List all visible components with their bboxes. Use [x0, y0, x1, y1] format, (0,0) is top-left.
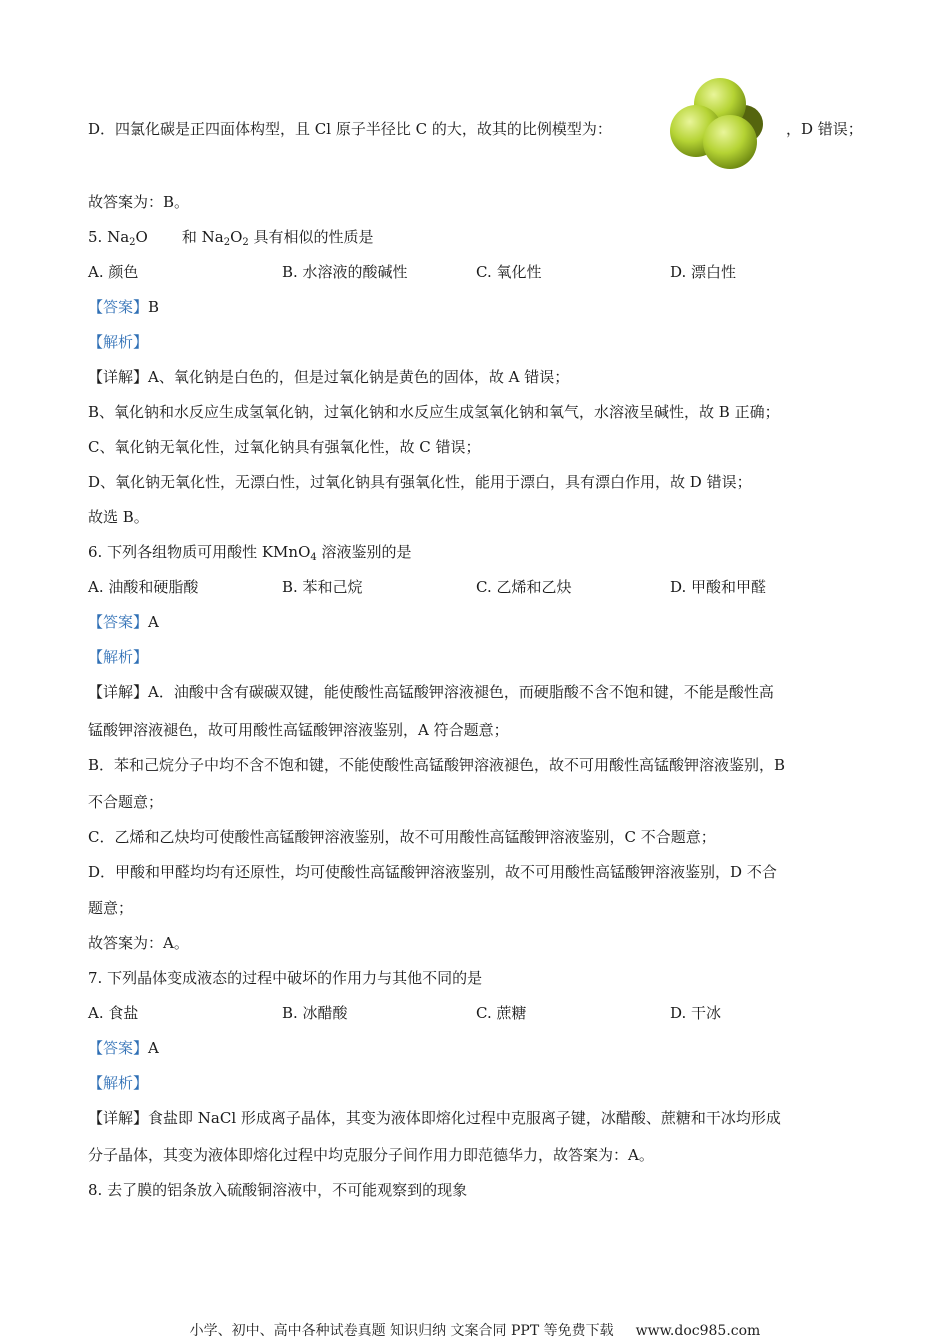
q6-detail-line: 【详解】A．油酸中含有碳碳双键，能使酸性高锰酸钾溶液褪色，而硬脂酸不含不饱和键，不能是酸性高 [88, 683, 774, 701]
answer-label: 【答案】 [88, 613, 149, 631]
q6-detail-line: 锰酸钾溶液褪色，故可用酸性高锰酸钾溶液鉴别，A 符合题意； [88, 721, 509, 739]
q5-detail-line: 【详解】A、氧化钠是白色的，但是过氧化钠是黄色的固体，故 A 错误； [88, 368, 570, 386]
q5-detail-line: D、氧化钠无氧化性，无漂白性，过氧化钠具有强氧化性，能用于漂白，具有漂白作用，故 D 错误； [88, 473, 752, 491]
q7-answer [88, 1038, 159, 1058]
answer-value: B [148, 298, 160, 316]
answer-value: A [148, 613, 159, 631]
q6-detail-line: C．乙烯和乙炔均可使酸性高锰酸钾溶液鉴别，故不可用酸性高锰酸钾溶液鉴别，C 不合题意； [88, 828, 716, 846]
q6-analysis-label: 【解析】 [88, 648, 149, 666]
q6-option-b: B. 苯和己烷 [282, 578, 363, 596]
answer-label: 【答案】 [88, 1039, 149, 1057]
q4-option-d [88, 119, 612, 139]
footer-site-link[interactable]: www.doc985.com [635, 1323, 761, 1339]
q4-option-d-text: D．四氯化碳是正四面体构型，且 Cl 原子半径比 C 的大，故其的比例模型为： [88, 120, 612, 138]
q5-option-a: A. 颜色 [88, 263, 139, 281]
q5-answer [88, 297, 159, 317]
q7-analysis-label: 【解析】 [88, 1074, 149, 1092]
q4-option-d-tail: ，D 错误； [786, 120, 863, 138]
answer-label: 【答案】 [88, 298, 149, 316]
q8-stem: 8. 去了膜的铝条放入硫酸铜溶液中，不可能观察到的现象 [88, 1181, 468, 1199]
q6-answer [88, 612, 159, 632]
q7-detail-line: 【详解】食盐即 NaCl 形成离子晶体，其变为液体即熔化过程中克服离子键，冰醋酸、蔗糖和干冰均形成 [88, 1109, 781, 1127]
q5-detail-line: C、氧化钠无氧化性，过氧化钠具有强氧化性，故 C 错误； [88, 438, 481, 456]
q6-stem: 6. 下列各组物质可用酸性 KMnO$_4$ 溶液鉴别的是 [88, 543, 412, 563]
q6-conclusion: 故答案为：A。 [88, 934, 189, 952]
q6-option-c: C. 乙烯和乙炔 [476, 578, 572, 596]
q6-detail-line: B．苯和己烷分子中均不含不饱和键，不能使酸性高锰酸钾溶液褪色，故不可用酸性高锰酸钾溶液鉴别，B [88, 756, 786, 774]
q7-detail-line: 分子晶体，其变为液体即熔化过程中均克服分子间作用力即范德华力，故答案为：A。 [88, 1146, 654, 1164]
q5-detail-line: B、氧化钠和水反应生成氢氧化钠，过氧化钠和水反应生成氢氧化钠和氧气，水溶液呈碱性，故 B 正确； [88, 403, 780, 421]
ccl4-space-filling-model-icon [668, 76, 768, 172]
q5-analysis-label: 【解析】 [88, 333, 149, 351]
q6-detail-line: D．甲酸和甲醛均均有还原性，均可使酸性高锰酸钾溶液鉴别，故不可用酸性高锰酸钾溶液鉴别，D 不合 [88, 863, 777, 881]
q7-option-c: C. 蔗糖 [476, 1004, 527, 1022]
q5-option-d: D. 漂白性 [670, 263, 737, 281]
q7-option-b: B. 冰醋酸 [282, 1004, 348, 1022]
q7-option-a: A. 食盐 [88, 1004, 139, 1022]
q5-conclusion: 故选 B。 [88, 508, 149, 526]
q6-detail-line: 题意； [88, 899, 134, 917]
q7-option-d: D. 干冰 [670, 1004, 722, 1022]
footer-text: 小学、初中、高中各种试卷真题 知识归纳 文案合同 PPT 等免费下载 [189, 1323, 614, 1339]
q5-stem: 5. $Na_2O$ 和 $Na_2O_2$ 具有相似的性质是 [88, 228, 374, 248]
q7-stem: 7. 下列晶体变成液态的过程中破坏的作用力与其他不同的是 [88, 969, 483, 987]
q5-option-b: B. 水溶液的酸碱性 [282, 263, 408, 281]
q6-detail-line: 不合题意； [88, 793, 164, 811]
q6-option-a: A. 油酸和硬脂酸 [88, 578, 199, 596]
page-footer [0, 1322, 950, 1340]
answer-value: A [148, 1039, 159, 1057]
q5-option-c: C. 氧化性 [476, 263, 542, 281]
q6-option-d: D. 甲酸和甲醛 [670, 578, 767, 596]
q4-conclusion: 故答案为：B。 [88, 193, 190, 211]
